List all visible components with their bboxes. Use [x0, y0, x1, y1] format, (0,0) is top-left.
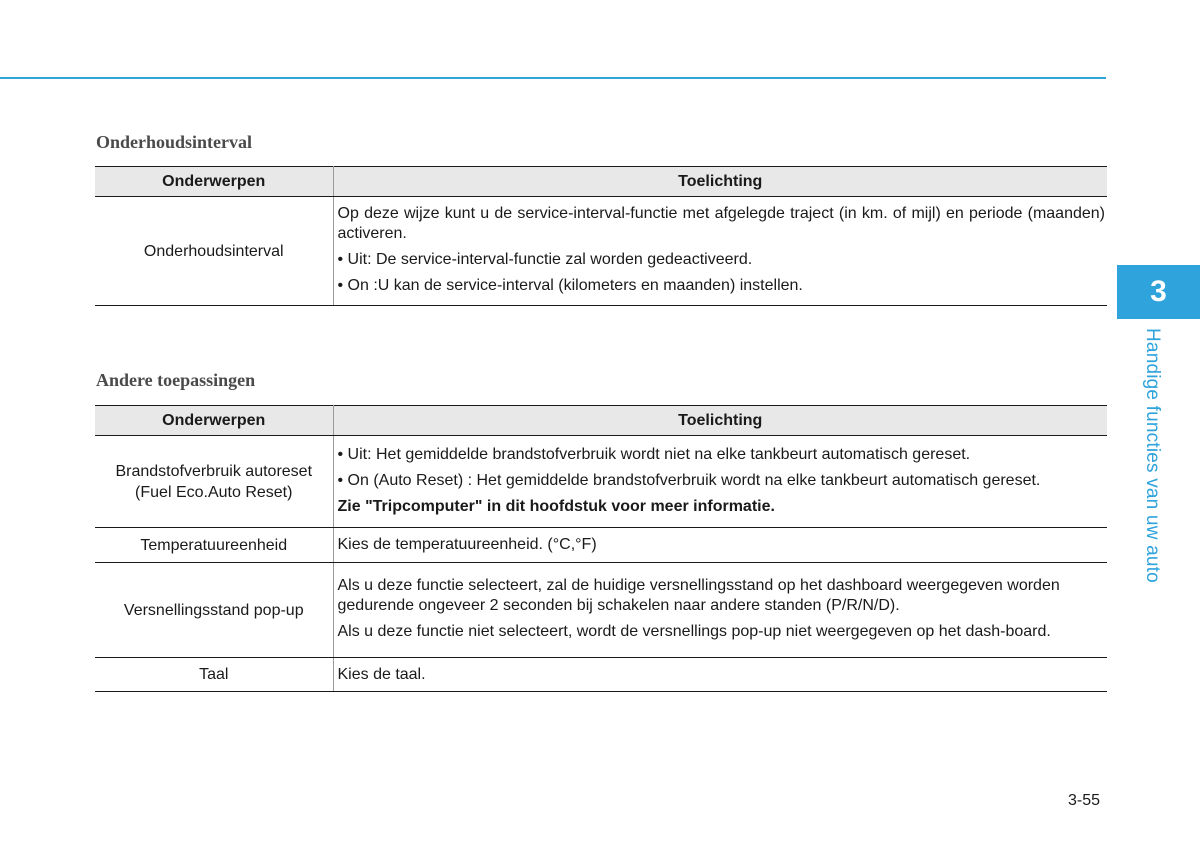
- column-header-subject: Onderwerpen: [95, 167, 333, 197]
- column-header-description: Toelichting: [333, 406, 1107, 436]
- table-header-row: [95, 406, 1107, 436]
- chapter-number-tab: 3: [1117, 265, 1200, 319]
- section-heading-andere-toepassingen: Andere toepassingen: [96, 370, 256, 390]
- description-line: Als u deze functie selecteert, zal de huidige versnellingsstand op het dashboard weergegeven worden gedurende ongeveer 2 seconden bij schakelen naar andere standen (P/R/N/D).: [337, 577, 1060, 614]
- row-subject: Temperatuureenheid: [95, 528, 333, 563]
- description-line: • Uit: Het gemiddelde brandstofverbruik wordt niet na elke tankbeurt automatisch gereset.: [337, 445, 971, 463]
- column-header-description: Toelichting: [333, 167, 1107, 197]
- row-description: [333, 658, 1107, 692]
- description-line: Kies de taal.: [337, 665, 426, 683]
- section-heading-onderhoudsinterval: Onderhoudsinterval: [96, 132, 253, 152]
- row-subject: Versnellingsstand pop-up: [95, 563, 333, 658]
- row-description: [333, 528, 1107, 563]
- description-line: • On :U kan de service-interval (kilometers en maanden) instellen.: [337, 277, 803, 294]
- top-rule: [0, 77, 1106, 79]
- row-subject: Taal: [95, 658, 333, 692]
- table-row: [95, 658, 1107, 692]
- chapter-title: Handige functies van uw auto: [1142, 328, 1163, 583]
- row-description: [333, 436, 1107, 528]
- table-row: [95, 528, 1107, 563]
- description-line: Op deze wijze kunt u de service-interval-functie met afgelegde traject (in km. of mijl) en periode (maanden) activeren.: [337, 205, 1105, 242]
- description-line: Als u deze functie niet selecteert, wordt de versnellings pop-up niet weergegeven op het dash-board.: [337, 623, 1051, 640]
- row-description: [333, 197, 1107, 306]
- column-header-subject: Onderwerpen: [95, 406, 333, 436]
- table-row: [95, 563, 1107, 658]
- description-line: Kies de temperatuureenheid. (°C,°F): [337, 536, 597, 553]
- subject-line: Brandstofverbruik autoreset: [115, 462, 313, 480]
- table-header-row: [95, 167, 1107, 197]
- description-line: • Uit: De service-interval-functie zal worden gedeactiveerd.: [337, 251, 753, 268]
- table-row: [95, 197, 1107, 306]
- row-subject: Onderhoudsinterval: [95, 197, 333, 306]
- subject-line: (Fuel Eco.Auto Reset): [135, 483, 293, 501]
- row-description: [333, 563, 1107, 658]
- row-subject: [95, 436, 333, 528]
- description-line: • On (Auto Reset) : Het gemiddelde brandstofverbruik wordt na elke tankbeurt automatisch gereset.: [337, 471, 1041, 489]
- table-onderhoudsinterval: [95, 166, 1107, 306]
- page-number: 3-55: [1068, 792, 1101, 809]
- table-row: [95, 436, 1107, 528]
- description-note: Zie "Tripcomputer" in dit hoofdstuk voor meer informatie.: [337, 497, 775, 515]
- table-andere-toepassingen: [95, 405, 1107, 692]
